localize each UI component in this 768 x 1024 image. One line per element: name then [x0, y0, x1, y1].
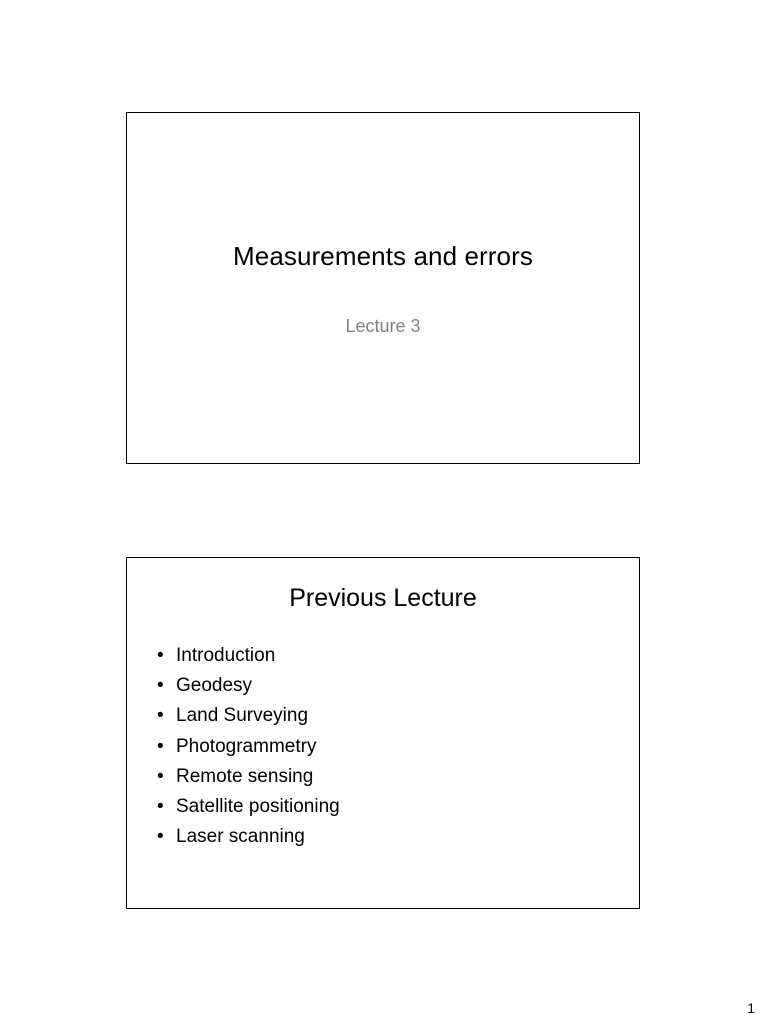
list-item-label: Photogrammetry — [176, 735, 317, 757]
list-item-label: Introduction — [176, 645, 276, 666]
slide-title-heading: Measurements and errors — [233, 241, 533, 271]
list-item — [157, 823, 340, 853]
list-item-label: Laser scanning — [176, 826, 305, 848]
bullet-icon: • — [157, 675, 164, 697]
list-item-label: Geodesy — [176, 675, 253, 697]
list-item-label: Land Surveying — [176, 705, 309, 727]
list-item — [157, 733, 340, 763]
list-item — [157, 702, 340, 732]
list-item — [157, 642, 340, 672]
list-item — [157, 672, 340, 702]
slide-previous-lecture — [126, 557, 640, 909]
bullet-icon: • — [157, 705, 164, 727]
list-item — [157, 793, 340, 823]
list-item-label: Remote sensing — [176, 765, 314, 787]
bullet-list — [157, 642, 340, 853]
slide-subtitle: Lecture 3 — [345, 316, 421, 336]
bullet-icon: • — [157, 645, 164, 666]
list-item-label: Satellite positioning — [176, 795, 340, 817]
bullet-icon: • — [157, 735, 164, 757]
bullet-icon: • — [157, 826, 164, 848]
list-item — [157, 763, 340, 793]
bullet-icon: • — [157, 795, 164, 817]
page-number: 1 — [747, 1000, 755, 1016]
bullet-icon: • — [157, 765, 164, 787]
slide-heading: Previous Lecture — [289, 584, 477, 612]
slide-title — [126, 112, 640, 464]
